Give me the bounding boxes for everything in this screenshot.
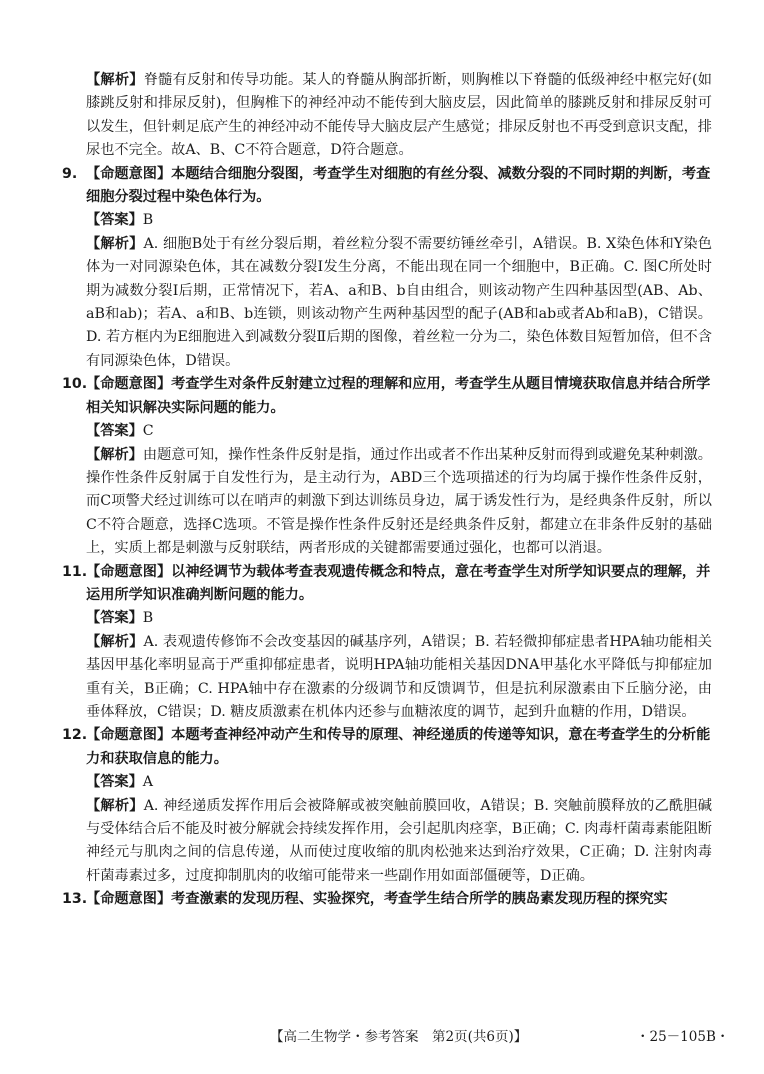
question-intent-text: 【命题意图】考查学生对条件反射建立过程的理解和应用，考查学生从题目情境获取信息并结合所学相关知识解决实际问题的能力。 bbox=[86, 376, 711, 416]
analysis-tag: 【解析】 bbox=[86, 797, 144, 814]
question-number: 13. bbox=[62, 891, 88, 908]
question-intent-text: 【命题意图】以神经调节为载体考查表观遗传概念和特点，意在考查学生对所学知识要点的理解，并运用所学知识准确判断问题的能力。 bbox=[86, 563, 711, 603]
question-number: 9. bbox=[62, 165, 78, 182]
analysis-paragraph bbox=[62, 69, 712, 163]
answer-tag: 【答案】 bbox=[86, 774, 143, 791]
question-intent bbox=[62, 373, 712, 420]
analysis-tag: 【解析】 bbox=[86, 235, 144, 252]
question-intent-text: 【命题意图】本题考查神经冲动产生和传导的原理、神经递质的传递等知识，意在考查学生的分析能力和获取信息的能力。 bbox=[86, 727, 711, 767]
answer-value: B bbox=[142, 610, 154, 627]
question-intent bbox=[62, 561, 712, 608]
question-number: 12. bbox=[62, 727, 88, 744]
question-intent-text: 【命题意图】考查激素的发现历程、实验探究，考查学生结合所学的胰岛素发现历程的探究实 bbox=[86, 891, 668, 908]
analysis-text: A. 表观遗传修饰不会改变基因的碱基序列，A错误；B. 若轻微抑郁症患者HPA轴功能相关基因甲基化率明显高于严重抑郁症患者，说明HPA轴功能相关基因DNA甲基化水平降低与抑郁症加重有关，B正确；C. HPA轴中存在激素的分级调节和反馈调节，但是抗利尿激素由下丘脑分泌，由垂体释放，C错误；D. 糖皮质激素在机体内还参与血糖浓度的调节，起到升血糖的作用，D错误。 bbox=[86, 633, 712, 720]
question-intent bbox=[62, 888, 712, 911]
answer-content bbox=[62, 69, 712, 912]
answer-line bbox=[62, 209, 712, 232]
analysis-text: A. 神经递质发挥作用后会被降解或被突触前膜回收，A错误；B. 突触前膜释放的乙酰胆碱与受体结合后不能及时被分解就会持续发挥作用，会引起肌肉痉挛，B正确；C. 肉毒杆菌毒素能阻断神经元与肌肉之间的信息传递，从而使过度收缩的肌肉松弛来达到治疗效果，C正确；D. 注射肉毒杆菌毒素过多，过度抑制肌肉的收缩可能带来一些副作用如面部僵硬等，D正确。 bbox=[86, 797, 712, 884]
question-intent bbox=[62, 724, 712, 771]
answer-value: B bbox=[142, 212, 154, 229]
footer-code: ・25－105B・ bbox=[636, 1029, 730, 1045]
answer-tag: 【答案】 bbox=[86, 610, 143, 627]
analysis-tag: 【解析】 bbox=[86, 633, 144, 650]
answer-line bbox=[62, 420, 712, 443]
question-number: 11. bbox=[62, 563, 88, 580]
answer-line bbox=[62, 607, 712, 630]
analysis-paragraph bbox=[62, 631, 712, 725]
analysis-text: A. 细胞B处于有丝分裂后期，着丝粒分裂不需要纺锤丝牵引，A错误。B. X染色体和Y染色体为一对同源染色体，其在减数分裂Ⅰ发生分离，不能出现在同一个细胞中，B正确。C. 图C所处时期为减数分裂Ⅰ后期，正常情况下，若A、a和B、b自由组合，则该动物产生四种基因型(AB、Ab、aB和ab)；若A、a和B、b连锁，则该动物产生两种基因型的配子(AB和ab或者Ab和aB)，C错误。D. 若方框内为E细胞进入到减数分裂Ⅱ后期的图像，着丝粒一分为二，染色体数目短暂加倍，但不含有同源染色体，D错误。 bbox=[86, 235, 712, 369]
analysis-paragraph bbox=[62, 795, 712, 889]
analysis-text: 由题意可知，操作性条件反射是指，通过作出或者不作出某种反射而得到或避免某种刺激。操作性条件反射属于自发性行为，是主动行为，ABD三个选项描述的行为均属于操作性条件反射，而C项警犬经过训练可以在哨声的刺激下到达训练员身边，属于诱发性行为，是经典条件反射，所以C不符合题意，选择C选项。不管是操作性条件反射还是经典条件反射，都建立在非条件反射的基础上，实质上都是刺激与反射联结，两者形成的关键都需要通过强化，也都可以消退。 bbox=[86, 446, 712, 557]
analysis-tag: 【解析】 bbox=[86, 72, 144, 88]
question-intent-text: 【命题意图】本题结合细胞分裂图，考查学生对细胞的有丝分裂、减数分裂的不同时期的判断，考查细胞分裂过程中染色体行为。 bbox=[86, 165, 711, 206]
analysis-paragraph bbox=[62, 233, 712, 373]
answer-tag: 【答案】 bbox=[86, 212, 143, 229]
analysis-text: 脊髓有反射和传导功能。某人的脊髓从胸部折断，则胸椎以下脊髓的低级神经中枢完好(如膝跳反射和排尿反射)，但胸椎下的神经冲动不能传到大脑皮层，因此简单的膝跳反射和排尿反射可以发生，但针刺足底产生的神经冲动不能传导大脑皮层产生感觉；排尿反射也不再受到意识支配，排尿也不完全。故A、B、C不符合题意，D符合题意。 bbox=[86, 72, 712, 159]
question-number: 10. bbox=[62, 376, 88, 393]
footer-page-info: 【高二生物学・参考答案 第2页(共6页)】 bbox=[270, 1029, 528, 1045]
answer-line bbox=[62, 771, 712, 794]
question-intent bbox=[62, 163, 712, 210]
answer-value: A bbox=[142, 774, 154, 791]
answer-tag: 【答案】 bbox=[86, 423, 143, 440]
analysis-paragraph bbox=[62, 444, 712, 561]
analysis-tag: 【解析】 bbox=[86, 446, 143, 463]
answer-value: C bbox=[142, 423, 154, 440]
